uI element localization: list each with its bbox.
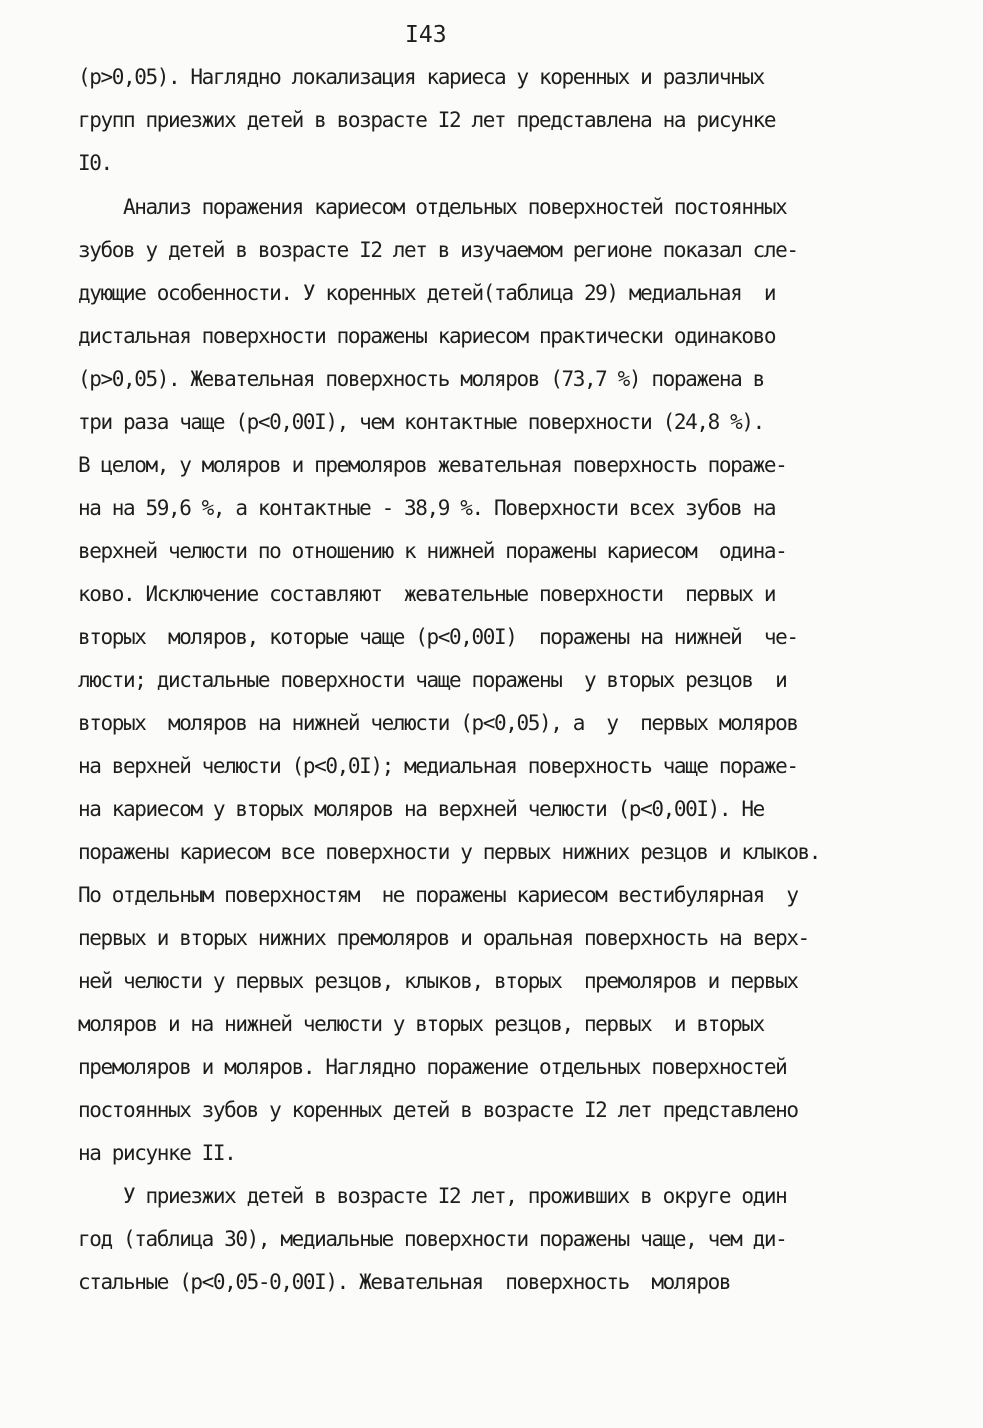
text-line: моляров и на нижней челюсти у вторых резцов, первых и вторых (78, 1012, 764, 1036)
text-line: постоянных зубов у коренных детей в возрасте I2 лет представлено (78, 1098, 798, 1122)
text-line: на на 59,6 %, а контактные - 38,9 %. Поверхности всех зубов на (78, 496, 776, 520)
text-line: ней челюсти у первых резцов, клыков, вторых премоляров и первых (78, 969, 798, 993)
text-line: верхней челюсти по отношению к нижней поражены кариесом одина- (78, 539, 787, 563)
text-line: дующие особенности. У коренных детей(таблица 29) медиальная и (78, 281, 776, 305)
text-line: ково. Исключение составляют жевательные поверхности первых и (78, 582, 776, 606)
text-line: на кариесом у вторых моляров на верхней челюсти (p<0,00I). Не (78, 797, 764, 821)
text-line: премоляров и моляров. Наглядно поражение отдельных поверхностей (78, 1055, 787, 1079)
text-line: (p>0,05). Наглядно локализация кариеса у коренных и различных (78, 65, 764, 89)
text-line: У приезжих детей в возрасте I2 лет, проживших в округе один (78, 1184, 787, 1208)
text-line: Анализ поражения кариесом отдельных поверхностей постоянных (78, 195, 787, 219)
text-line: на верхней челюсти (p<0,0I); медиальная поверхность чаще пораже- (78, 754, 798, 778)
text-line: на рисунке II. (78, 1141, 236, 1165)
text-line: люсти; дистальные поверхности чаще поражены у вторых резцов и (78, 668, 787, 692)
text-line: вторых моляров на нижней челюсти (p<0,05), а у первых моляров (78, 711, 798, 735)
text-line: (p>0,05). Жевательная поверхность моляров (73,7 %) поражена в (78, 367, 764, 391)
text-line: поражены кариесом все поверхности у первых нижних резцов и клыков. (78, 840, 821, 864)
text-line: По отдельным поверхностям не поражены кариесом вестибулярная у (78, 883, 798, 907)
text-line: первых и вторых нижних премоляров и оральная поверхность на верх- (78, 926, 809, 950)
page-number: I43 (405, 22, 447, 48)
text-line: зубов у детей в возрасте I2 лет в изучаемом регионе показал сле- (78, 238, 798, 262)
text-line: I0. (78, 151, 112, 175)
text-line: вторых моляров, которые чаще (p<0,00I) поражены на нижней че- (78, 625, 798, 649)
text-line: три раза чаще (p<0,00I), чем контактные поверхности (24,8 %). (78, 410, 764, 434)
text-line: стальные (p<0,05-0,00I). Жевательная поверхность моляров (78, 1270, 731, 1294)
text-line: В целом, у моляров и премоляров жевательная поверхность пораже- (78, 453, 787, 477)
text-line: групп приезжих детей в возрасте I2 лет представлена на рисунке (78, 108, 776, 132)
text-line: год (таблица 30), медиальные поверхности поражены чаще, чем ди- (78, 1227, 787, 1251)
text-line: дистальная поверхности поражены кариесом практически одинаково (78, 324, 776, 348)
